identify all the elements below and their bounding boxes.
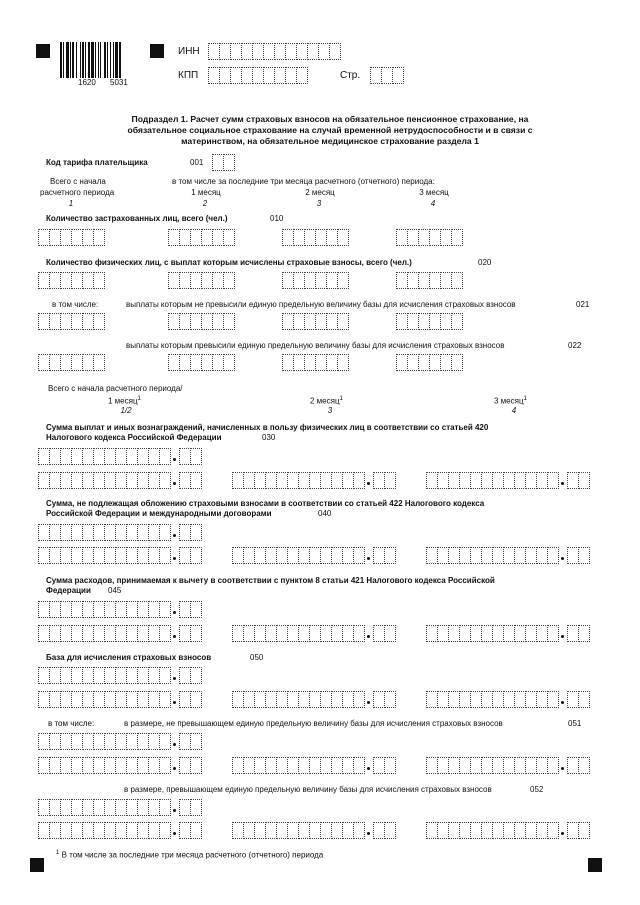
- s040-m3-decimal-point: [561, 557, 564, 560]
- s030-code: 030: [262, 433, 276, 442]
- input-cell[interactable]: [578, 757, 590, 774]
- barcode-right-number: 5031: [110, 78, 128, 87]
- insured-count-m1[interactable]: [168, 229, 234, 246]
- s030-m1-rubles[interactable]: [38, 472, 170, 489]
- s030-m3-decimal-point: [561, 482, 564, 485]
- s030-m2-rubles[interactable]: [232, 472, 364, 489]
- corner-marker-top-right-a: [150, 44, 164, 58]
- s050-m3-rubles[interactable]: [426, 691, 558, 708]
- s050-m3-decimal-point: [561, 701, 564, 704]
- not-exceeded-m1[interactable]: [168, 313, 234, 330]
- exceeded-code: 022: [568, 341, 582, 350]
- barcode-left-number: 1620: [78, 78, 96, 87]
- s052-total-rubles[interactable]: [38, 799, 170, 816]
- s052-total-decimal-point: [173, 809, 176, 812]
- s040-m2-kopecks[interactable]: [373, 547, 395, 564]
- input-cell[interactable]: [190, 733, 202, 750]
- input-cell[interactable]: [547, 472, 559, 489]
- s040-m2-decimal-point: [367, 557, 370, 560]
- page-label: Стр.: [340, 70, 361, 81]
- tariff-field[interactable]: [212, 154, 234, 171]
- s052-m2-rubles[interactable]: [232, 822, 364, 839]
- s050-total-rubles[interactable]: [38, 667, 170, 684]
- period-total-line1: Всего с начала: [50, 177, 106, 186]
- s040-m1-kopecks[interactable]: [179, 547, 201, 564]
- input-cell[interactable]: [451, 229, 463, 246]
- input-cell[interactable]: [223, 313, 235, 330]
- s051-m2-decimal-point: [367, 767, 370, 770]
- period2-month2-sub: 3: [327, 406, 333, 415]
- input-cell[interactable]: [547, 757, 559, 774]
- s052-m1-rubles[interactable]: [38, 822, 170, 839]
- s051-total-decimal-point: [173, 743, 176, 746]
- s051-m3-decimal-point: [561, 767, 564, 770]
- input-cell[interactable]: [337, 272, 349, 289]
- s045-code: 045: [108, 586, 122, 595]
- not-exceeded-code: 021: [576, 300, 590, 309]
- in-that-number-1: в том числе:: [52, 300, 99, 309]
- not-exceeded-m2[interactable]: [282, 313, 348, 330]
- s030-m2-decimal-point: [367, 482, 370, 485]
- input-cell[interactable]: [384, 547, 396, 564]
- input-cell[interactable]: [190, 524, 202, 541]
- input-cell[interactable]: [337, 313, 349, 330]
- s051-label: в размере, не превышающем единую предельную величину базы для исчисления страховых взносов: [124, 719, 503, 728]
- input-cell[interactable]: [190, 757, 202, 774]
- s050-total-decimal-point: [173, 677, 176, 680]
- corner-marker-bottom-right: [588, 858, 602, 872]
- input-cell[interactable]: [93, 354, 105, 371]
- input-cell[interactable]: [159, 547, 171, 564]
- s030-m1-decimal-point: [173, 482, 176, 485]
- s040-m1-rubles[interactable]: [38, 547, 170, 564]
- period-month2: 2 месяц: [305, 188, 335, 197]
- period-num2: 2: [202, 199, 208, 208]
- period2-month3-sub: 4: [511, 406, 517, 415]
- period2-month2: 2 месяц$^1$: [310, 396, 343, 406]
- s052-total-kopecks[interactable]: [179, 799, 201, 816]
- input-cell[interactable]: [159, 822, 171, 839]
- s052-m3-rubles[interactable]: [426, 822, 558, 839]
- insured-count-total[interactable]: [38, 229, 104, 246]
- s030-total-decimal-point: [173, 458, 176, 461]
- input-cell[interactable]: [190, 691, 202, 708]
- exceeded-m3[interactable]: [396, 354, 462, 371]
- s045-m2-rubles[interactable]: [232, 625, 364, 642]
- input-cell[interactable]: [337, 229, 349, 246]
- s045-total-kopecks[interactable]: [179, 601, 201, 618]
- s040-total-decimal-point: [173, 534, 176, 537]
- s052-m2-kopecks[interactable]: [373, 822, 395, 839]
- s050-code: 050: [250, 653, 264, 662]
- insured-count-m2[interactable]: [282, 229, 348, 246]
- s030-m3-rubles[interactable]: [426, 472, 558, 489]
- period2-total: Всего с начала расчетного периода/: [48, 384, 183, 393]
- s045-m3-rubles[interactable]: [426, 625, 558, 642]
- not-exceeded-total[interactable]: [38, 313, 104, 330]
- s052-m1-kopecks[interactable]: [179, 822, 201, 839]
- input-cell[interactable]: [578, 625, 590, 642]
- tariff-code: 001: [190, 158, 204, 167]
- tariff-label: Код тарифа плательщика: [46, 158, 148, 167]
- input-cell[interactable]: [384, 757, 396, 774]
- s045-line2: Федерации: [46, 586, 91, 595]
- inn-field[interactable]: [208, 43, 340, 60]
- s030-m2-kopecks[interactable]: [373, 472, 395, 489]
- s030-total-rubles[interactable]: [38, 448, 170, 465]
- kpp-label: КПП: [178, 70, 199, 81]
- input-cell[interactable]: [159, 733, 171, 750]
- input-cell[interactable]: [451, 354, 463, 371]
- s051-m2-rubles[interactable]: [232, 757, 364, 774]
- s052-m2-decimal-point: [367, 832, 370, 835]
- input-cell[interactable]: [93, 313, 105, 330]
- s045-m2-decimal-point: [367, 635, 370, 638]
- kpp-field[interactable]: [208, 67, 307, 84]
- period-total-num: 1: [68, 199, 74, 208]
- input-cell[interactable]: [159, 757, 171, 774]
- s052-m3-decimal-point: [561, 832, 564, 835]
- corner-marker-bottom-left: [30, 858, 44, 872]
- s045-m1-rubles[interactable]: [38, 625, 170, 642]
- s050-total-kopecks[interactable]: [179, 667, 201, 684]
- exceeded-total[interactable]: [38, 354, 104, 371]
- s040-code: 040: [318, 509, 332, 518]
- input-cell[interactable]: [384, 691, 396, 708]
- s052-code: 052: [530, 785, 544, 794]
- period-num3: 3: [316, 199, 322, 208]
- s050-m3-kopecks[interactable]: [567, 691, 589, 708]
- s052-m3-kopecks[interactable]: [567, 822, 589, 839]
- s040-m3-rubles[interactable]: [426, 547, 558, 564]
- s030-line1: Сумма выплат и иных вознаграждений, начисленных в пользу физических лиц в соответствии со статьей 420: [46, 423, 489, 432]
- s040-line1: Сумма, не подлежащая обложению страховыми взносами в соответствии со статьей 422 Налогового кодекса: [46, 499, 485, 508]
- page-number-field[interactable]: [370, 67, 403, 84]
- input-cell[interactable]: [190, 547, 202, 564]
- s045-m3-kopecks[interactable]: [567, 625, 589, 642]
- persons-count-m2[interactable]: [282, 272, 348, 289]
- s045-line1: Сумма расходов, принимаемая к вычету в соответствии с пунктом 8 статьи 421 Налогового кодекса Российской: [46, 576, 495, 585]
- section-title-line3: материнством, на обязательное медицинское страхование раздела 1: [181, 136, 479, 146]
- input-cell[interactable]: [384, 822, 396, 839]
- s045-m1-kopecks[interactable]: [179, 625, 201, 642]
- exceeded-label: выплаты которым превысили единую предельную величину базы для исчисления страховых взносов: [126, 341, 505, 350]
- s040-m3-kopecks[interactable]: [567, 547, 589, 564]
- s051-code: 051: [568, 719, 582, 728]
- input-cell[interactable]: [159, 625, 171, 642]
- s030-line2: Налогового кодекса Российской Федерации: [46, 433, 222, 442]
- input-cell[interactable]: [353, 757, 365, 774]
- s045-total-rubles[interactable]: [38, 601, 170, 618]
- input-cell[interactable]: [159, 472, 171, 489]
- input-cell[interactable]: [547, 822, 559, 839]
- period-last-three: в том числе за последние три месяца расчетного (отчетного) периода:: [172, 177, 435, 186]
- s040-total-kopecks[interactable]: [179, 524, 201, 541]
- s052-m1-decimal-point: [173, 832, 176, 835]
- s051-total-rubles[interactable]: [38, 733, 170, 750]
- input-cell[interactable]: [578, 822, 590, 839]
- input-cell[interactable]: [159, 448, 171, 465]
- period2-month3: 3 месяц$^1$: [494, 396, 527, 406]
- input-cell[interactable]: [353, 625, 365, 642]
- s030-total-kopecks[interactable]: [179, 448, 201, 465]
- input-cell[interactable]: [392, 67, 404, 84]
- s050-m1-decimal-point: [173, 701, 176, 704]
- section-title-line2: обязательное социальное страхование на случай временной нетрудоспособности и в связи с: [127, 125, 533, 135]
- input-cell[interactable]: [159, 524, 171, 541]
- s040-line2: Российской Федерации и международными договорами: [46, 509, 272, 518]
- s050-m2-decimal-point: [367, 701, 370, 704]
- persons-count-code: 020: [478, 258, 492, 267]
- persons-count-total[interactable]: [38, 272, 104, 289]
- corner-marker-top-left: [36, 44, 50, 58]
- s050-m2-rubles[interactable]: [232, 691, 364, 708]
- input-cell[interactable]: [578, 472, 590, 489]
- input-cell[interactable]: [384, 472, 396, 489]
- input-cell[interactable]: [223, 154, 235, 171]
- s051-in-that: в том числе:: [48, 719, 95, 728]
- s050-m1-kopecks[interactable]: [179, 691, 201, 708]
- period2-month1: 1 месяц$^1$: [108, 396, 141, 406]
- input-cell[interactable]: [223, 354, 235, 371]
- s051-m3-rubles[interactable]: [426, 757, 558, 774]
- input-cell[interactable]: [451, 272, 463, 289]
- input-cell[interactable]: [159, 601, 171, 618]
- input-cell[interactable]: [159, 691, 171, 708]
- persons-count-m1[interactable]: [168, 272, 234, 289]
- input-cell[interactable]: [384, 625, 396, 642]
- s040-total-rubles[interactable]: [38, 524, 170, 541]
- s040-m1-decimal-point: [173, 557, 176, 560]
- input-cell[interactable]: [223, 229, 235, 246]
- persons-count-m3[interactable]: [396, 272, 462, 289]
- input-cell[interactable]: [190, 601, 202, 618]
- period-month1: 1 месяц: [191, 188, 221, 197]
- input-cell[interactable]: [296, 67, 308, 84]
- s045-m2-kopecks[interactable]: [373, 625, 395, 642]
- input-cell[interactable]: [190, 472, 202, 489]
- input-cell[interactable]: [451, 313, 463, 330]
- input-cell[interactable]: [547, 691, 559, 708]
- s045-m1-decimal-point: [173, 635, 176, 638]
- inn-label: ИНН: [178, 46, 200, 57]
- insured-count-code: 010: [270, 214, 284, 223]
- input-cell[interactable]: [190, 799, 202, 816]
- input-cell[interactable]: [159, 667, 171, 684]
- exceeded-m2[interactable]: [282, 354, 348, 371]
- s030-m1-kopecks[interactable]: [179, 472, 201, 489]
- s051-m3-kopecks[interactable]: [567, 757, 589, 774]
- s045-m3-decimal-point: [561, 635, 564, 638]
- s050-m2-kopecks[interactable]: [373, 691, 395, 708]
- s051-m1-kopecks[interactable]: [179, 757, 201, 774]
- s045-total-decimal-point: [173, 611, 176, 614]
- input-cell[interactable]: [329, 43, 341, 60]
- exceeded-m1[interactable]: [168, 354, 234, 371]
- s051-m1-rubles[interactable]: [38, 757, 170, 774]
- input-cell[interactable]: [190, 822, 202, 839]
- s051-m1-decimal-point: [173, 767, 176, 770]
- s030-m3-kopecks[interactable]: [567, 472, 589, 489]
- input-cell[interactable]: [337, 354, 349, 371]
- input-cell[interactable]: [353, 822, 365, 839]
- period-num4: 4: [430, 199, 436, 208]
- insured-count-label: Количество застрахованных лиц, всего (чел.): [46, 214, 228, 223]
- input-cell[interactable]: [93, 229, 105, 246]
- input-cell[interactable]: [547, 625, 559, 642]
- input-cell[interactable]: [353, 691, 365, 708]
- s051-total-kopecks[interactable]: [179, 733, 201, 750]
- input-cell[interactable]: [93, 272, 105, 289]
- input-cell[interactable]: [578, 691, 590, 708]
- input-cell[interactable]: [578, 547, 590, 564]
- input-cell[interactable]: [547, 547, 559, 564]
- s051-m2-kopecks[interactable]: [373, 757, 395, 774]
- period2-month1-sub: 1/2: [120, 406, 132, 415]
- input-cell[interactable]: [353, 547, 365, 564]
- insured-count-m3[interactable]: [396, 229, 462, 246]
- not-exceeded-label: выплаты которым не превысили единую предельную величину базы для исчисления страховых взносов: [126, 300, 516, 309]
- persons-count-label: Количество физических лиц, с выплат которым исчислены страховые взносы, всего (чел.): [46, 258, 412, 267]
- input-cell[interactable]: [223, 272, 235, 289]
- input-cell[interactable]: [353, 472, 365, 489]
- input-cell[interactable]: [190, 625, 202, 642]
- period-total-line2: расчетного периода: [40, 188, 115, 197]
- footnote: $^1$ В том числе за последние три месяца расчетного (отчетного) периода: [56, 850, 324, 860]
- input-cell[interactable]: [190, 667, 202, 684]
- s050-m1-rubles[interactable]: [38, 691, 170, 708]
- section-title-line1: Подраздел 1. Расчет сумм страховых взносов на обязательное пенсионное страхование, на: [131, 114, 529, 124]
- s052-label: в размере, превышающем единую предельную величину базы для исчисления страховых взносов: [124, 785, 492, 794]
- period-month3: 3 месяц: [419, 188, 449, 197]
- s040-m2-rubles[interactable]: [232, 547, 364, 564]
- not-exceeded-m3[interactable]: [396, 313, 462, 330]
- input-cell[interactable]: [159, 799, 171, 816]
- barcode: [60, 42, 140, 78]
- input-cell[interactable]: [190, 448, 202, 465]
- s050-line1: База для исчисления страховых взносов: [46, 653, 212, 662]
